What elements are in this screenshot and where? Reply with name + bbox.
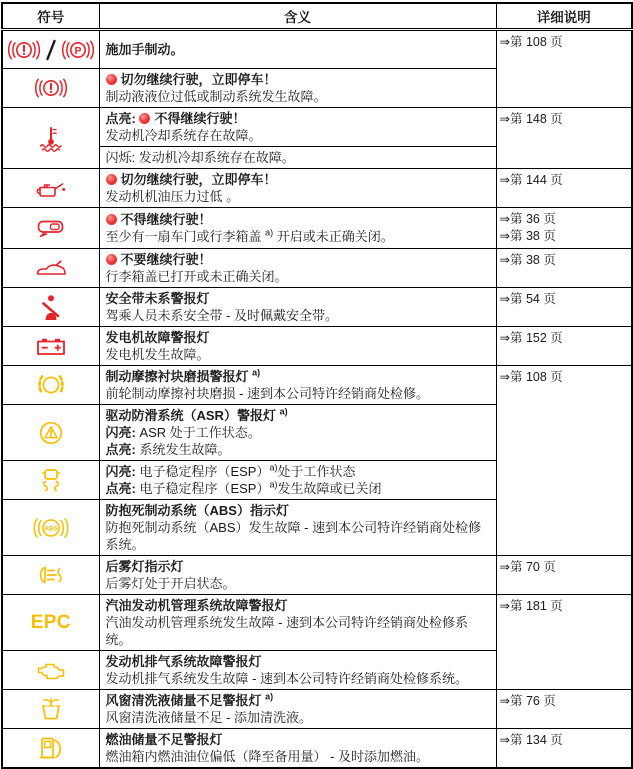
meaning-line: 后雾灯处于开启状态。 [105, 576, 236, 591]
trunk-open-icon [35, 260, 67, 277]
meaning-line: 发动机机油压力过低 。 [105, 189, 240, 204]
symbol-cell [2, 30, 99, 69]
detail-cell [496, 249, 632, 288]
meaning-line: 点亮: 不得继续行驶！ [105, 111, 246, 126]
row-alternator [2, 327, 632, 366]
symbol-cell [2, 595, 99, 651]
page-reference: ⇒第 108 页 [499, 35, 563, 49]
row-coolant [2, 108, 632, 147]
symbol-cell [2, 651, 99, 690]
symbol-cell [2, 690, 99, 729]
meaning-line: 防抱死制动系统（ABS）指示灯 [105, 503, 289, 518]
page-reference: ⇒第 76 页 [499, 694, 556, 708]
meaning-line: 切勿继续行驶，立即停车！ [106, 171, 490, 188]
detail-cell [496, 327, 632, 366]
meaning-line: 安全带未系警报灯 [105, 291, 210, 306]
fuel-icon [39, 735, 63, 761]
symbol-cell [2, 327, 99, 366]
detail-cell [496, 208, 632, 249]
detail-cell [496, 556, 632, 595]
page-reference: ⇒第 54 页 [499, 292, 556, 306]
row-trunk-open [2, 249, 632, 288]
meaning-line: 前轮制动摩擦衬块磨损 - 速到本公司特许经销商处检修。 [105, 386, 430, 401]
detail-cell [496, 169, 632, 208]
check-engine-icon [35, 660, 67, 680]
row-washer-fluid [2, 690, 632, 729]
row-oil-pressure [2, 169, 632, 208]
meaning-line: 制动液液位过低或制动系统发生故障。 [105, 89, 327, 104]
meaning-line: 不要继续行驶！ [106, 251, 490, 268]
asr-warning-icon [38, 420, 64, 446]
meaning-line: 制动摩擦衬块磨损警报灯 $^{a)}$ [105, 367, 261, 384]
row-brake-pad-wear [2, 366, 632, 405]
meaning-line: 风窗清洗液储量不足 - 添加清洗液。 [105, 710, 313, 725]
meaning-cell [99, 595, 496, 651]
meaning-line: 驱动防滑系统（ASR）警报灯 $^{a)}$ [105, 406, 288, 423]
symbol-cell [2, 288, 99, 327]
meaning-cell [99, 405, 496, 461]
meaning-cell [99, 208, 496, 249]
meaning-cell [99, 108, 496, 147]
stop-icon [106, 254, 117, 265]
meaning-cell [99, 30, 496, 69]
meaning-line: 行李箱盖已打开或未正确关闭。 [105, 269, 288, 284]
page-reference: ⇒第 152 页 [499, 331, 563, 345]
row-seatbelt [2, 288, 632, 327]
detail-cell [496, 690, 632, 729]
page-reference: ⇒第 148 页 [499, 112, 563, 126]
meaning-cell [99, 147, 496, 169]
coolant-temperature-icon [38, 125, 64, 152]
row-handbrake [2, 30, 632, 69]
symbol-cell [2, 729, 99, 769]
meaning-line: 发动机冷却系统存在故障。 [105, 128, 262, 143]
meaning-line: 至少有一扇车门或行李箱盖 $^{a)}$ 开启或未正确关闭。 [105, 227, 394, 244]
battery-icon [36, 336, 66, 356]
meaning-line: 切勿继续行驶，立即停车！ [106, 71, 490, 88]
symbol-cell [2, 500, 99, 556]
column-header-detail: 详细说明 [496, 3, 632, 30]
detail-cell [496, 595, 632, 690]
meaning-line: 风窗清洗液储量不足警报灯 $^{a)}$ [105, 691, 274, 708]
esp-icon [38, 468, 64, 492]
meaning-line: 后雾灯指示灯 [105, 559, 184, 574]
svg-text:ABS: ABS [44, 524, 58, 532]
page-reference: ⇒第 108 页 [499, 370, 563, 384]
washer-fluid-icon [39, 696, 63, 722]
epc-icon: EPC [30, 611, 71, 633]
meaning-cell [99, 461, 496, 500]
page-reference: ⇒第 144 页 [499, 173, 563, 187]
page-reference: ⇒第 70 页 [499, 560, 556, 574]
parking-brake-icon [61, 39, 95, 61]
symbol-cell [2, 69, 99, 108]
column-header-symbol: 符号 [2, 3, 99, 30]
meaning-cell [99, 366, 496, 405]
brake-warning-icon [7, 39, 41, 61]
detail-cell [496, 108, 632, 169]
detail-cell [496, 288, 632, 327]
page-reference: ⇒第 38 页 [499, 229, 556, 243]
header-row [2, 3, 632, 30]
meaning-line: 不得继续行驶！ [106, 211, 490, 228]
meaning-line: 发动机排气系统故障警报灯 [105, 654, 262, 669]
meaning-line: 点亮: 电子稳定程序（ESP）$^{a)}$发生故障或已关闭 [105, 479, 382, 496]
meaning-cell [99, 327, 496, 366]
column-header-meaning: 含义 [99, 3, 496, 30]
detail-cell [496, 366, 632, 556]
meaning-line: 驾乘人员未系安全带 - 及时佩戴安全带。 [105, 308, 339, 323]
meaning-cell [99, 729, 496, 769]
symbol-cell [2, 366, 99, 405]
meaning-cell [99, 500, 496, 556]
meaning-cell [99, 69, 496, 108]
warning-lights-table [1, 2, 633, 769]
meaning-line: 施加手制动。 [105, 42, 184, 57]
symbol-cell [2, 169, 99, 208]
brake-warning-icon [34, 77, 68, 99]
symbol-cell [2, 405, 99, 461]
seatbelt-icon [40, 294, 62, 320]
meaning-line: 燃油箱内燃油油位偏低（降至备用量） - 及时添加燃油。 [105, 749, 430, 764]
symbol-cell [2, 249, 99, 288]
detail-cell [496, 30, 632, 108]
meaning-line: 发电机故障警报灯 [105, 330, 210, 345]
row-rear-fog [2, 556, 632, 595]
page-reference: ⇒第 134 页 [499, 733, 563, 747]
meaning-line: 闪烁: 发动机冷却系统存在故障。 [105, 150, 295, 165]
meaning-line: 发动机排气系统发生故障 - 速到本公司特许经销商处检修系统。 [105, 671, 469, 686]
symbol-cell [2, 461, 99, 500]
brake-pad-wear-icon [34, 373, 68, 397]
stop-icon [106, 174, 117, 185]
symbol-cell [2, 556, 99, 595]
oil-pressure-icon [35, 178, 67, 199]
meaning-line: 发电机发生故障。 [105, 347, 210, 362]
meaning-cell [99, 556, 496, 595]
abs-icon [30, 517, 72, 539]
rear-fog-light-icon [36, 565, 66, 585]
meaning-cell [99, 249, 496, 288]
meaning-line: 汽油发动机管理系统故障警报灯 [105, 598, 288, 613]
row-door-open [2, 208, 632, 249]
meaning-line: 闪亮: ASR 处于工作状态。 [105, 425, 261, 440]
page-reference: ⇒第 38 页 [499, 253, 556, 267]
meaning-line: 燃油储量不足警报灯 [105, 732, 223, 747]
stop-icon [106, 214, 117, 225]
symbol-cell [2, 208, 99, 249]
meaning-line: 汽油发动机管理系统发生故障 - 速到本公司特许经销商处检修系统。 [105, 615, 469, 647]
page-reference: ⇒第 36 页 [499, 212, 556, 226]
detail-cell [496, 729, 632, 769]
meaning-cell [99, 169, 496, 208]
stop-icon [139, 113, 150, 124]
page-reference: ⇒第 181 页 [499, 599, 563, 613]
symbol-cell [2, 108, 99, 169]
row-epc [2, 595, 632, 651]
slash-separator [45, 39, 57, 61]
meaning-line: 点亮: 系统发生故障。 [105, 442, 231, 457]
meaning-cell [99, 690, 496, 729]
meaning-cell [99, 288, 496, 327]
stop-icon [106, 74, 117, 85]
svg-text:P: P [74, 45, 82, 57]
meaning-line: 闪亮: 电子稳定程序（ESP）$^{a)}$处于工作状态 [105, 462, 356, 479]
door-open-icon [36, 219, 66, 238]
meaning-line: 防抱死制动系统（ABS）发生故障 - 速到本公司特许经销商处检修系统。 [105, 520, 482, 552]
row-fuel [2, 729, 632, 769]
meaning-cell [99, 651, 496, 690]
